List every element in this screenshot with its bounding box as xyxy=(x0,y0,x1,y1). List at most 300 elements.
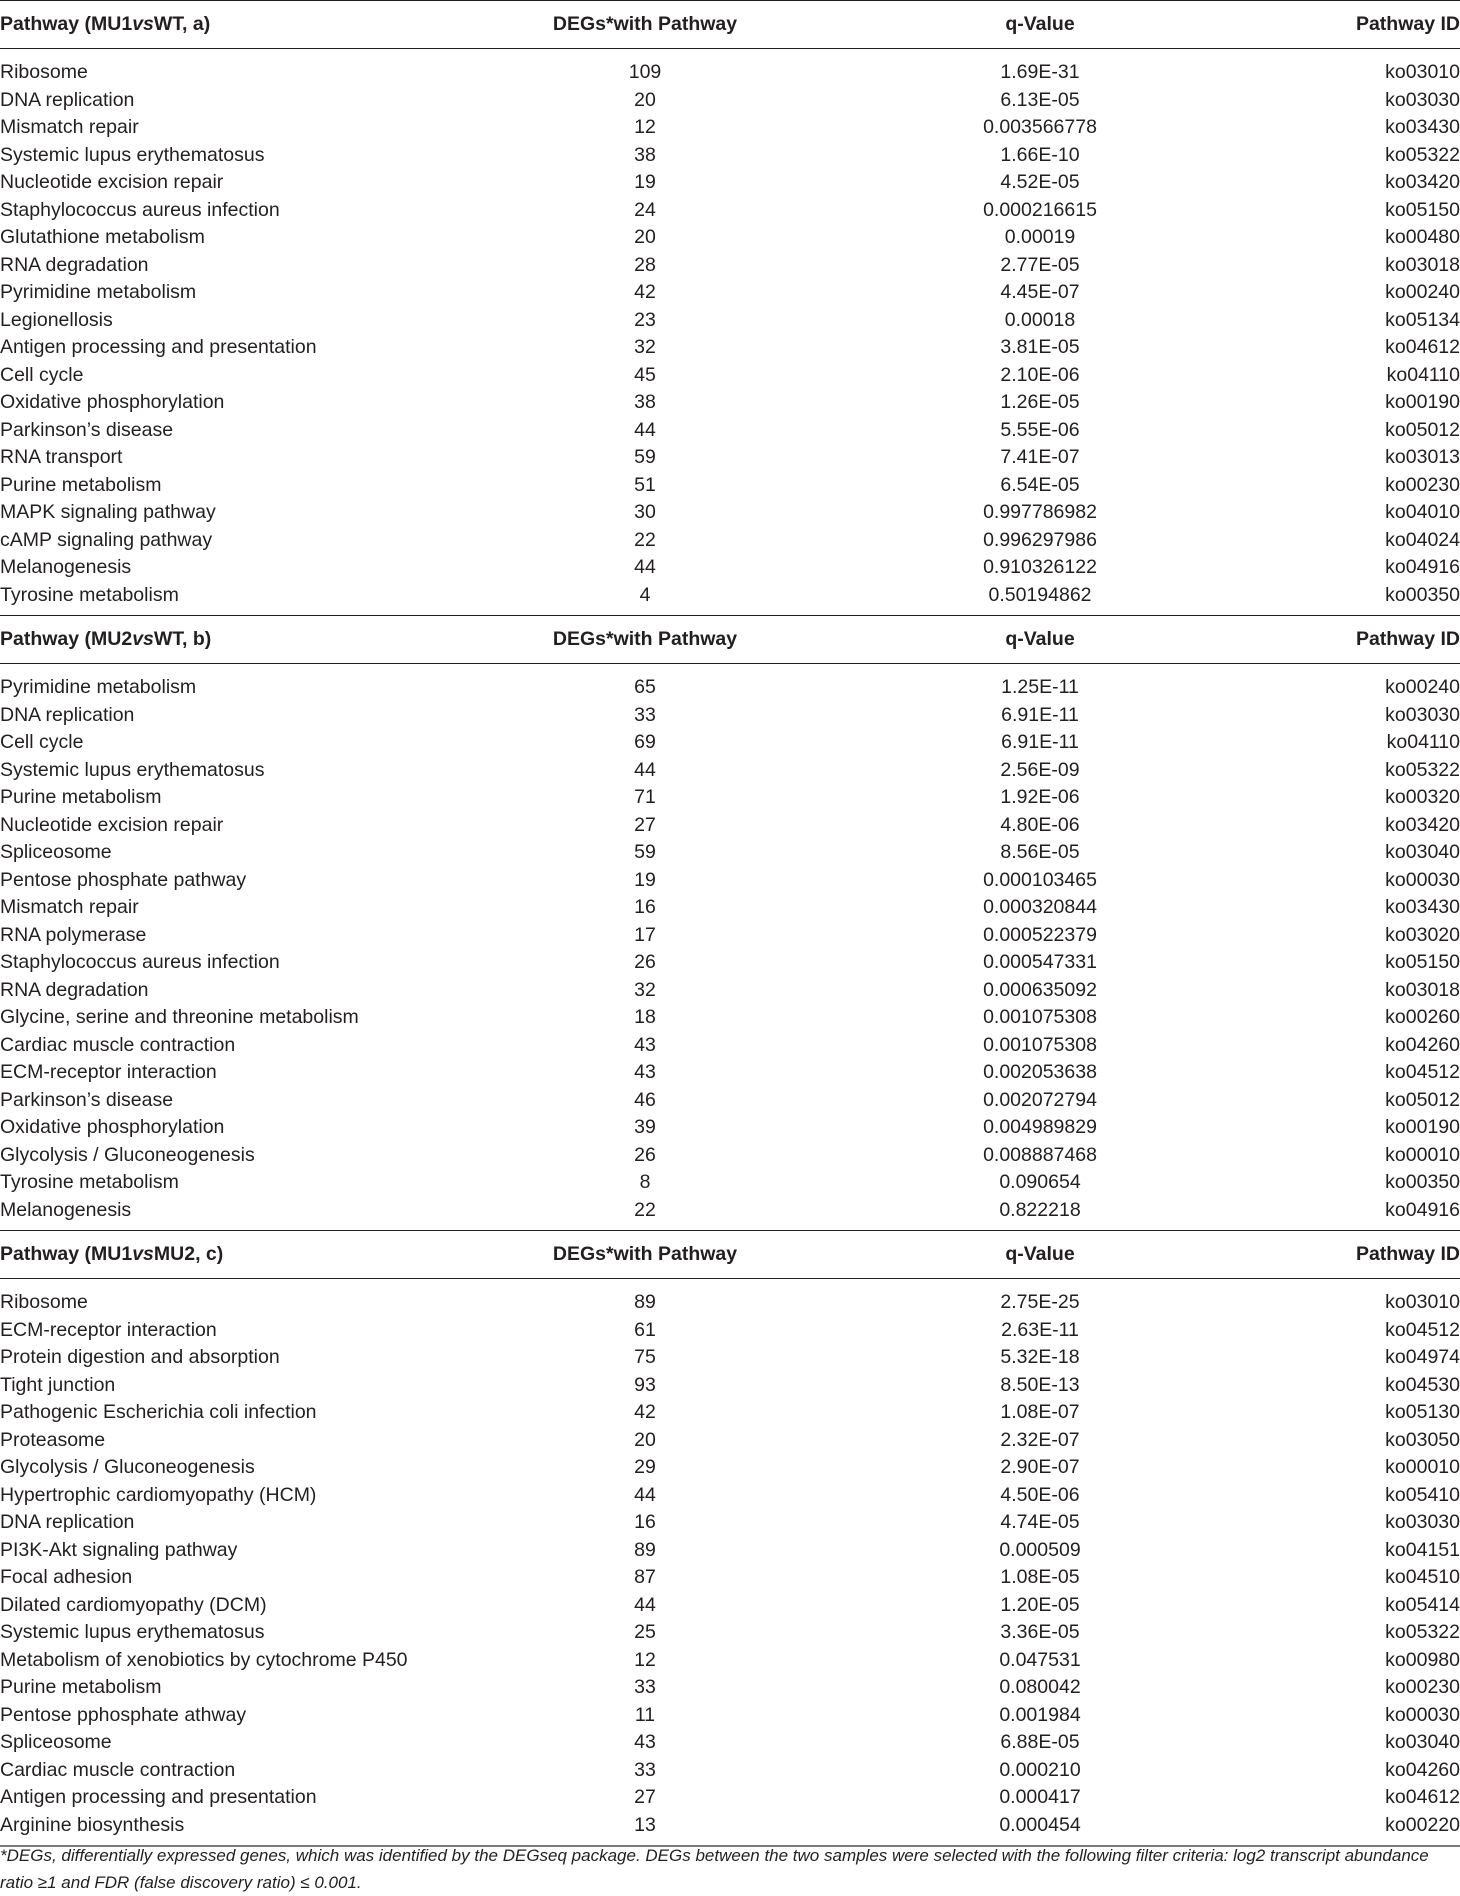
cell-pathway: DNA replication xyxy=(0,703,135,726)
cell-pathway-id: ko05150 xyxy=(1385,951,1460,973)
table-row xyxy=(0,49,1460,87)
cell-degs: 8 xyxy=(639,1171,651,1193)
cell-q-value: 0.00018 xyxy=(1004,308,1076,331)
cell-pathway: Systemic lupus erythematosus xyxy=(0,143,265,166)
table-row xyxy=(0,444,1460,472)
cell-q-value: 2.77E-05 xyxy=(1000,253,1080,276)
cell-pathway: Tyrosine metabolism xyxy=(0,1171,179,1193)
cell-pathway-id: ko00240 xyxy=(1385,676,1460,698)
table-row xyxy=(0,922,1460,950)
cell-pathway-id: ko03018 xyxy=(1385,978,1460,1001)
table-row xyxy=(0,1279,1460,1317)
cell-pathway: Antigen processing and presentation xyxy=(0,336,317,358)
cell-degs: 30 xyxy=(634,501,656,523)
cell-degs: 19 xyxy=(634,868,656,891)
cell-q-value: 7.41E-07 xyxy=(1000,446,1080,468)
cell-pathway-id: ko03020 xyxy=(1385,923,1460,946)
cell-pathway: Pyrimidine metabolism xyxy=(0,281,197,303)
cell-degs: 20 xyxy=(634,226,656,248)
cell-pathway-id: ko05012 xyxy=(1385,1088,1460,1111)
cell-pathway: Cardiac muscle contraction xyxy=(0,1758,236,1781)
cell-pathway-id: ko04530 xyxy=(1385,1373,1460,1396)
header-degs: DEGs*with Pathway xyxy=(552,628,738,650)
cell-q-value: 6.91E-11 xyxy=(1001,731,1079,753)
table-row xyxy=(0,664,1460,702)
table-row xyxy=(0,252,1460,280)
cell-degs: 45 xyxy=(634,363,656,386)
cell-pathway: Nucleotide excision repair xyxy=(0,171,224,193)
cell-pathway: Focal adhesion xyxy=(0,1566,133,1588)
cell-degs: 43 xyxy=(634,1061,656,1083)
cell-pathway-id: ko05322 xyxy=(1385,758,1460,781)
cell-pathway-id: ko00030 xyxy=(1385,1703,1460,1726)
cell-degs: 89 xyxy=(634,1538,656,1561)
cell-q-value: 0.000547331 xyxy=(983,951,1097,973)
cell-pathway: Tight junction xyxy=(0,1373,116,1396)
cell-pathway: Melanogenesis xyxy=(0,1198,132,1221)
table-row xyxy=(0,197,1460,225)
cell-q-value: 6.54E-05 xyxy=(1000,473,1080,496)
cell-degs: 44 xyxy=(634,758,656,781)
cell-q-value: 6.88E-05 xyxy=(1000,1731,1080,1753)
cell-q-value: 1.26E-05 xyxy=(1000,391,1080,413)
cell-pathway-id: ko04512 xyxy=(1385,1318,1460,1341)
cell-degs: 29 xyxy=(634,1456,656,1478)
cell-pathway: Mismatch repair xyxy=(0,116,139,138)
cell-degs: 43 xyxy=(634,1731,656,1753)
cell-pathway: Tyrosine metabolism xyxy=(0,583,179,606)
cell-q-value: 6.91E-11 xyxy=(1001,703,1079,726)
section-header-row xyxy=(0,1231,1460,1279)
table-row xyxy=(0,1399,1460,1427)
header-pathway-id: Pathway ID xyxy=(1355,628,1460,650)
cell-pathway-id: ko04151 xyxy=(1385,1538,1460,1561)
cell-pathway-id: ko04260 xyxy=(1385,1033,1460,1056)
cell-pathway-id: ko03030 xyxy=(1385,88,1460,111)
cell-pathway-id: ko03030 xyxy=(1385,703,1460,726)
cell-pathway-id: ko04260 xyxy=(1385,1758,1460,1781)
cell-q-value: 0.001075308 xyxy=(983,1033,1097,1056)
cell-pathway: Pyrimidine metabolism xyxy=(0,676,197,698)
cell-pathway: Nucleotide excision repair xyxy=(0,813,224,836)
cell-degs: 22 xyxy=(634,1198,656,1221)
cell-pathway: Glutathione metabolism xyxy=(0,226,205,248)
table-row xyxy=(0,1482,1460,1510)
cell-pathway: Mismatch repair xyxy=(0,896,139,918)
table-row xyxy=(0,949,1460,977)
header-pathway: Pathway (MU1vsMU2, c) xyxy=(0,1243,224,1265)
cell-degs: 33 xyxy=(634,1676,656,1698)
cell-pathway: Staphylococcus aureus infection xyxy=(0,198,280,221)
header-pathway: Pathway (MU2vsWT, b) xyxy=(0,628,212,650)
table-row xyxy=(0,169,1460,197)
cell-pathway: MAPK signaling pathway xyxy=(0,501,216,523)
cell-pathway: Arginine biosynthesis xyxy=(0,1813,185,1836)
header-q-value: q-Value xyxy=(1005,628,1075,650)
cell-q-value: 6.13E-05 xyxy=(1000,88,1080,111)
header-pathway-id: Pathway ID xyxy=(1355,1243,1460,1265)
cell-q-value: 0.002053638 xyxy=(983,1061,1097,1083)
table-row xyxy=(0,582,1460,616)
table-row xyxy=(0,1619,1460,1647)
cell-degs: 27 xyxy=(634,1786,656,1808)
table-row xyxy=(0,279,1460,307)
cell-degs: 26 xyxy=(634,951,656,973)
table-footnote: *DEGs, differentially expressed genes, which was identified by the DEGseq package. DEGs between the two samples were selected with the following filter criteria: log2 transcript abundance ratio ≥1 and FDR (false discovery ratio) ≤ 0.001. xyxy=(0,1846,1429,1892)
cell-pathway: RNA degradation xyxy=(0,978,149,1001)
cell-degs: 38 xyxy=(634,391,656,413)
table-row xyxy=(0,1757,1460,1785)
cell-degs: 61 xyxy=(634,1318,656,1341)
cell-q-value: 2.75E-25 xyxy=(1000,1291,1080,1313)
cell-q-value: 0.080042 xyxy=(999,1676,1081,1698)
cell-q-value: 0.000210 xyxy=(999,1758,1081,1781)
cell-pathway: RNA transport xyxy=(0,446,123,468)
table-row xyxy=(0,729,1460,757)
cell-q-value: 1.25E-11 xyxy=(1001,676,1079,698)
cell-degs: 27 xyxy=(634,813,656,836)
cell-q-value: 0.090654 xyxy=(999,1171,1081,1193)
cell-pathway-id: ko00350 xyxy=(1385,583,1460,606)
cell-pathway: Parkinson’s disease xyxy=(0,1088,174,1111)
cell-pathway-id: ko03430 xyxy=(1385,896,1460,918)
table-row xyxy=(0,1004,1460,1032)
table-row xyxy=(0,1114,1460,1142)
table-row xyxy=(0,894,1460,922)
cell-q-value: 1.08E-07 xyxy=(1000,1401,1080,1423)
cell-pathway-id: ko05410 xyxy=(1385,1483,1460,1506)
cell-q-value: 3.36E-05 xyxy=(1000,1621,1080,1643)
table-row xyxy=(0,1427,1460,1455)
cell-pathway-id: ko05134 xyxy=(1385,308,1460,331)
cell-pathway-id: ko00240 xyxy=(1385,281,1460,303)
header-q-value: q-Value xyxy=(1005,1243,1075,1265)
cell-q-value: 0.000522379 xyxy=(983,923,1097,946)
cell-pathway-id: ko03030 xyxy=(1385,1511,1460,1533)
cell-degs: 32 xyxy=(634,336,656,358)
cell-pathway: Cardiac muscle contraction xyxy=(0,1033,236,1056)
cell-pathway-id: ko00350 xyxy=(1385,1171,1460,1193)
table-row xyxy=(0,1674,1460,1702)
cell-q-value: 0.50194862 xyxy=(988,583,1092,606)
cell-pathway-id: ko00010 xyxy=(1385,1143,1460,1166)
cell-degs: 69 xyxy=(634,731,656,753)
cell-degs: 19 xyxy=(634,171,656,193)
cell-degs: 39 xyxy=(634,1116,656,1138)
cell-pathway: Staphylococcus aureus infection xyxy=(0,951,280,973)
header-q-value: q-Value xyxy=(1005,13,1075,35)
cell-pathway: Systemic lupus erythematosus xyxy=(0,1621,265,1643)
cell-pathway: Pentose pphosphate athway xyxy=(0,1703,247,1726)
cell-q-value: 0.000417 xyxy=(999,1786,1081,1808)
cell-pathway: Ribosome xyxy=(0,61,88,83)
cell-pathway-id: ko04916 xyxy=(1385,1198,1460,1221)
table-row xyxy=(0,1059,1460,1087)
cell-pathway: Purine metabolism xyxy=(0,473,162,496)
cell-pathway: Proteasome xyxy=(0,1428,106,1451)
table-row xyxy=(0,142,1460,170)
cell-degs: 42 xyxy=(634,1401,656,1423)
cell-pathway-id: ko05322 xyxy=(1385,143,1460,166)
table-row xyxy=(0,417,1460,445)
cell-pathway-id: ko04916 xyxy=(1385,556,1460,578)
cell-degs: 22 xyxy=(634,528,656,551)
cell-pathway-id: ko00230 xyxy=(1385,1676,1460,1698)
cell-q-value: 0.000509 xyxy=(999,1538,1081,1561)
cell-q-value: 0.002072794 xyxy=(983,1088,1097,1111)
cell-q-value: 1.08E-05 xyxy=(1000,1566,1080,1588)
table-row xyxy=(0,1169,1460,1197)
cell-pathway-id: ko03040 xyxy=(1385,1731,1460,1753)
table-row xyxy=(0,1344,1460,1372)
table-row xyxy=(0,1784,1460,1812)
table-row xyxy=(0,1509,1460,1537)
table-row xyxy=(0,1372,1460,1400)
cell-q-value: 0.000320844 xyxy=(983,896,1097,918)
cell-pathway-id: ko03010 xyxy=(1385,61,1460,83)
cell-pathway: Oxidative phosphorylation xyxy=(0,1116,225,1138)
cell-pathway: Legionellosis xyxy=(0,308,113,331)
cell-q-value: 4.74E-05 xyxy=(1000,1511,1080,1533)
table-row xyxy=(0,527,1460,555)
cell-pathway-id: ko00190 xyxy=(1385,1116,1460,1138)
cell-degs: 51 xyxy=(634,473,656,496)
cell-degs: 17 xyxy=(634,923,656,946)
cell-pathway: RNA degradation xyxy=(0,253,149,276)
cell-degs: 33 xyxy=(634,1758,656,1781)
table-row xyxy=(0,1702,1460,1730)
cell-pathway-id: ko04110 xyxy=(1386,731,1460,753)
cell-q-value: 0.004989829 xyxy=(983,1116,1097,1138)
cell-degs: 16 xyxy=(634,1511,656,1533)
cell-pathway: PI3K-Akt signaling pathway xyxy=(0,1538,238,1561)
cell-degs: 44 xyxy=(634,1593,656,1616)
cell-pathway: ECM-receptor interaction xyxy=(0,1318,217,1341)
table-row xyxy=(0,499,1460,527)
cell-degs: 109 xyxy=(628,61,662,83)
cell-pathway: Cell cycle xyxy=(0,731,84,753)
cell-pathway-id: ko04612 xyxy=(1385,1786,1460,1808)
cell-pathway-id: ko00230 xyxy=(1385,473,1460,496)
cell-q-value: 0.003566778 xyxy=(983,116,1097,138)
table-row xyxy=(0,1537,1460,1565)
cell-pathway: Parkinson’s disease xyxy=(0,418,174,441)
cell-pathway-id: ko03018 xyxy=(1385,253,1460,276)
cell-pathway-id: ko04974 xyxy=(1385,1346,1460,1368)
table-row xyxy=(0,1729,1460,1757)
cell-pathway: Glycine, serine and threonine metabolism xyxy=(0,1006,359,1028)
cell-q-value: 0.822218 xyxy=(999,1198,1081,1221)
table-row xyxy=(0,334,1460,362)
table-row xyxy=(0,1032,1460,1060)
cell-degs: 75 xyxy=(634,1346,656,1368)
cell-degs: 26 xyxy=(634,1143,656,1166)
cell-q-value: 0.00019 xyxy=(1004,226,1076,248)
cell-q-value: 0.008887468 xyxy=(983,1143,1097,1166)
cell-degs: 87 xyxy=(634,1566,656,1588)
section-header-row xyxy=(0,616,1460,664)
cell-degs: 32 xyxy=(634,978,656,1001)
cell-q-value: 0.996297986 xyxy=(983,528,1097,551)
cell-pathway: Oxidative phosphorylation xyxy=(0,391,225,413)
cell-q-value: 2.32E-07 xyxy=(1000,1428,1080,1451)
cell-pathway: Pentose phosphate pathway xyxy=(0,868,247,891)
cell-pathway-id: ko04024 xyxy=(1385,528,1460,551)
cell-pathway: ECM-receptor interaction xyxy=(0,1061,217,1083)
cell-pathway-id: ko03050 xyxy=(1385,1428,1460,1451)
table-row xyxy=(0,1454,1460,1482)
cell-q-value: 2.63E-11 xyxy=(1001,1318,1079,1341)
cell-degs: 20 xyxy=(634,88,656,111)
cell-degs: 44 xyxy=(634,556,656,578)
cell-degs: 16 xyxy=(634,896,656,918)
table-row xyxy=(0,1647,1460,1675)
cell-degs: 23 xyxy=(634,308,656,331)
cell-degs: 59 xyxy=(634,446,656,468)
cell-q-value: 5.32E-18 xyxy=(1000,1346,1080,1368)
cell-pathway-id: ko03013 xyxy=(1385,446,1460,468)
cell-q-value: 0.001984 xyxy=(999,1703,1081,1726)
cell-pathway: Metabolism of xenobiotics by cytochrome P450 xyxy=(0,1648,408,1671)
cell-q-value: 0.047531 xyxy=(999,1648,1081,1671)
table-row xyxy=(0,702,1460,730)
cell-degs: 44 xyxy=(634,418,656,441)
table-row xyxy=(0,1142,1460,1170)
cell-degs: 12 xyxy=(634,116,656,138)
cell-pathway-id: ko03010 xyxy=(1385,1291,1460,1313)
cell-q-value: 3.81E-05 xyxy=(1000,336,1080,358)
cell-pathway: Purine metabolism xyxy=(0,1676,162,1698)
table-row xyxy=(0,1812,1460,1846)
header-pathway: Pathway (MU1vsWT, a) xyxy=(0,13,211,35)
cell-pathway: RNA polymerase xyxy=(0,923,147,946)
cell-pathway: Systemic lupus erythematosus xyxy=(0,758,265,781)
cell-pathway-id: ko04612 xyxy=(1385,336,1460,358)
table-row xyxy=(0,784,1460,812)
table-row xyxy=(0,1087,1460,1115)
cell-q-value: 0.000103465 xyxy=(983,868,1097,891)
cell-q-value: 8.56E-05 xyxy=(1000,841,1080,863)
table-row xyxy=(0,554,1460,582)
cell-degs: 43 xyxy=(634,1033,656,1056)
cell-pathway: Antigen processing and presentation xyxy=(0,1786,317,1808)
cell-pathway-id: ko00980 xyxy=(1385,1648,1460,1671)
cell-pathway-id: ko00190 xyxy=(1385,391,1460,413)
cell-pathway-id: ko04110 xyxy=(1386,363,1460,386)
cell-pathway: Ribosome xyxy=(0,1291,88,1313)
header-degs: DEGs*with Pathway xyxy=(552,1243,738,1265)
cell-q-value: 4.52E-05 xyxy=(1000,171,1080,193)
cell-pathway-id: ko04010 xyxy=(1385,501,1460,523)
cell-pathway: Cell cycle xyxy=(0,363,84,386)
table-row xyxy=(0,1592,1460,1620)
cell-pathway: Dilated cardiomyopathy (DCM) xyxy=(0,1593,267,1616)
table-row xyxy=(0,307,1460,335)
cell-q-value: 8.50E-13 xyxy=(1000,1373,1080,1396)
cell-degs: 33 xyxy=(634,703,656,726)
cell-q-value: 0.000635092 xyxy=(983,978,1097,1001)
cell-pathway-id: ko05414 xyxy=(1385,1593,1460,1616)
cell-pathway: Glycolysis / Gluconeogenesis xyxy=(0,1143,255,1166)
cell-degs: 59 xyxy=(634,841,656,863)
cell-degs: 11 xyxy=(634,1703,656,1726)
table-row xyxy=(0,867,1460,895)
cell-pathway-id: ko05322 xyxy=(1385,1621,1460,1643)
cell-q-value: 2.56E-09 xyxy=(1000,758,1080,781)
cell-q-value: 4.45E-07 xyxy=(1000,281,1080,303)
cell-pathway-id: ko00260 xyxy=(1385,1006,1460,1028)
cell-pathway-id: ko03430 xyxy=(1385,116,1460,138)
table-row xyxy=(0,1317,1460,1345)
cell-q-value: 0.910326122 xyxy=(983,556,1097,578)
table-row xyxy=(0,757,1460,785)
cell-pathway: cAMP signaling pathway xyxy=(0,528,213,551)
cell-pathway-id: ko03420 xyxy=(1385,171,1460,193)
cell-degs: 65 xyxy=(634,676,656,698)
cell-q-value: 0.000216615 xyxy=(983,198,1097,221)
cell-pathway-id: ko00220 xyxy=(1385,1813,1460,1836)
cell-degs: 89 xyxy=(634,1291,656,1313)
cell-q-value: 0.997786982 xyxy=(983,501,1097,523)
cell-degs: 25 xyxy=(634,1621,656,1643)
cell-degs: 24 xyxy=(634,198,656,221)
table-row xyxy=(0,389,1460,417)
cell-q-value: 4.80E-06 xyxy=(1000,813,1080,836)
cell-degs: 71 xyxy=(634,786,656,808)
cell-q-value: 2.90E-07 xyxy=(1000,1456,1080,1478)
cell-pathway: Hypertrophic cardiomyopathy (HCM) xyxy=(0,1483,317,1506)
cell-pathway-id: ko04510 xyxy=(1385,1566,1460,1588)
cell-q-value: 1.20E-05 xyxy=(1000,1593,1080,1616)
cell-degs: 42 xyxy=(634,281,656,303)
cell-degs: 93 xyxy=(634,1373,656,1396)
table-row xyxy=(0,1564,1460,1592)
cell-pathway-id: ko03420 xyxy=(1385,813,1460,836)
cell-pathway-id: ko00320 xyxy=(1385,786,1460,808)
table-row xyxy=(0,839,1460,867)
table-row xyxy=(0,114,1460,142)
cell-pathway-id: ko00030 xyxy=(1385,868,1460,891)
cell-pathway-id: ko05150 xyxy=(1385,198,1460,221)
cell-degs: 12 xyxy=(634,1648,656,1671)
section-header-row xyxy=(0,1,1460,49)
cell-pathway-id: ko05130 xyxy=(1385,1401,1460,1423)
cell-pathway: Glycolysis / Gluconeogenesis xyxy=(0,1456,255,1478)
cell-pathway-id: ko03040 xyxy=(1385,841,1460,863)
cell-q-value: 0.001075308 xyxy=(983,1006,1097,1028)
cell-degs: 18 xyxy=(634,1006,656,1028)
cell-pathway: Spliceosome xyxy=(0,841,112,863)
cell-degs: 28 xyxy=(634,253,656,276)
cell-pathway: Spliceosome xyxy=(0,1731,112,1753)
pathway-table xyxy=(0,1,1460,1845)
cell-q-value: 4.50E-06 xyxy=(1000,1483,1080,1506)
header-degs: DEGs*with Pathway xyxy=(552,13,738,35)
cell-pathway-id: ko04512 xyxy=(1385,1061,1460,1083)
cell-q-value: 1.66E-10 xyxy=(1000,143,1080,166)
table-row xyxy=(0,224,1460,252)
header-pathway-id: Pathway ID xyxy=(1355,13,1460,35)
cell-q-value: 2.10E-06 xyxy=(1000,363,1080,386)
cell-pathway: DNA replication xyxy=(0,88,135,111)
cell-degs: 38 xyxy=(634,143,656,166)
table-row xyxy=(0,1197,1460,1231)
table-row xyxy=(0,472,1460,500)
cell-pathway: Protein digestion and absorption xyxy=(0,1346,280,1368)
cell-degs: 46 xyxy=(634,1088,656,1111)
cell-q-value: 1.69E-31 xyxy=(1000,61,1080,83)
cell-degs: 4 xyxy=(639,583,651,606)
